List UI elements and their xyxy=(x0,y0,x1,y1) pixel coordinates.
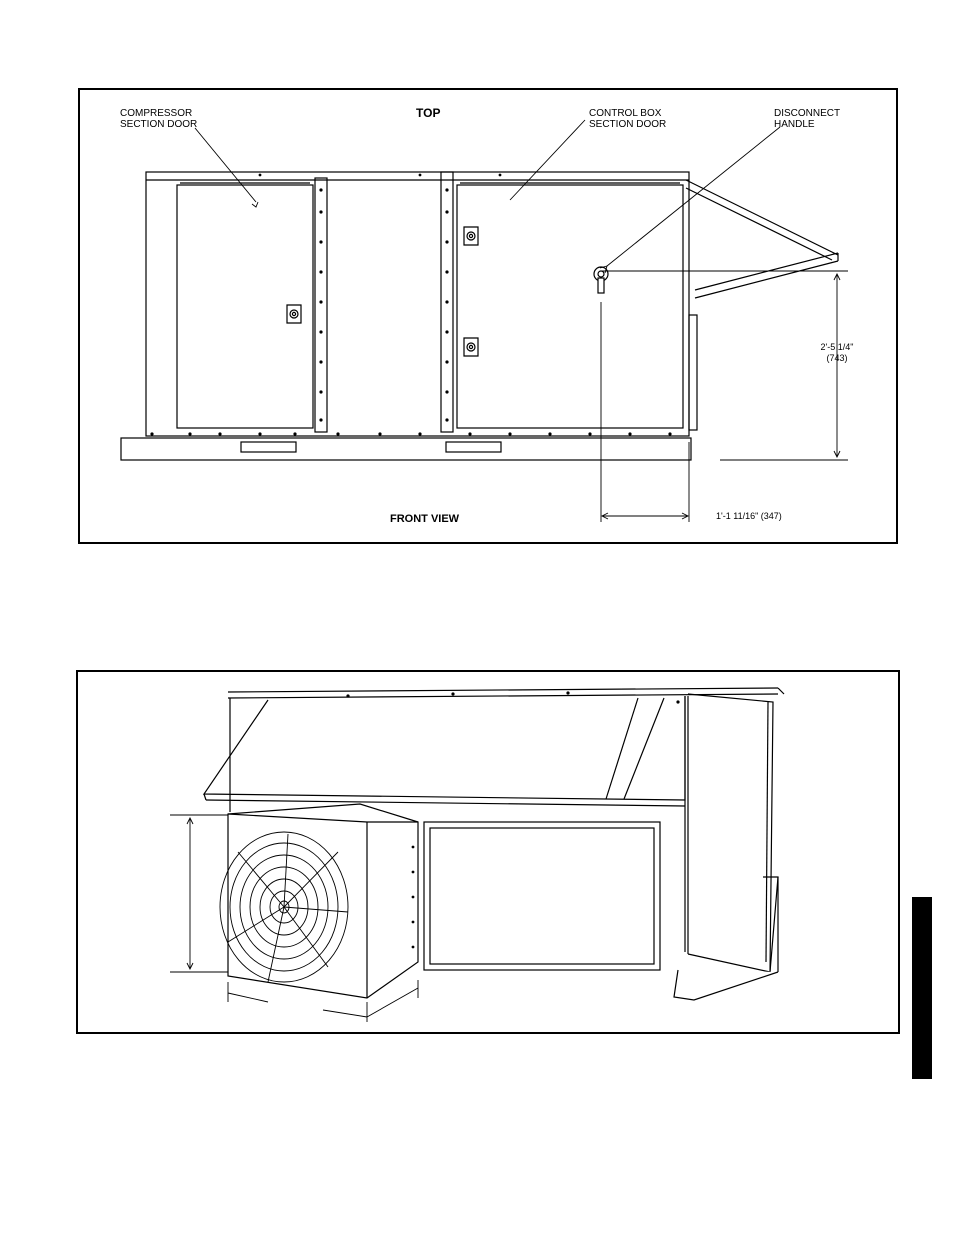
rain-hood xyxy=(686,180,838,298)
section-tab xyxy=(912,897,932,1079)
compressor-door-label: COMPRESSOR SECTION DOOR xyxy=(120,108,198,130)
control-box-door-label: CONTROL BOX SECTION DOOR xyxy=(589,108,667,130)
door-latch-icon xyxy=(287,305,301,323)
coil-panel xyxy=(424,822,660,970)
front-view-panel xyxy=(78,88,898,544)
front-view-title: FRONT VIEW xyxy=(390,513,460,525)
vertical-dimension: 2'-5 1/4" (743) xyxy=(820,342,854,363)
disconnect-handle-label: DISCONNECT HANDLE xyxy=(774,108,841,130)
top-label: TOP xyxy=(416,106,441,120)
isometric-view-panel xyxy=(76,670,900,1034)
condenser-fan-housing xyxy=(228,804,418,998)
isometric-unit-drawing xyxy=(78,672,902,1036)
front-view-drawing xyxy=(80,90,900,546)
rain-hood xyxy=(204,696,685,806)
base-rail xyxy=(121,438,691,460)
horizontal-dimension: 1'-1 11/16" (347) xyxy=(716,511,782,521)
unit-cabinet xyxy=(146,172,689,436)
